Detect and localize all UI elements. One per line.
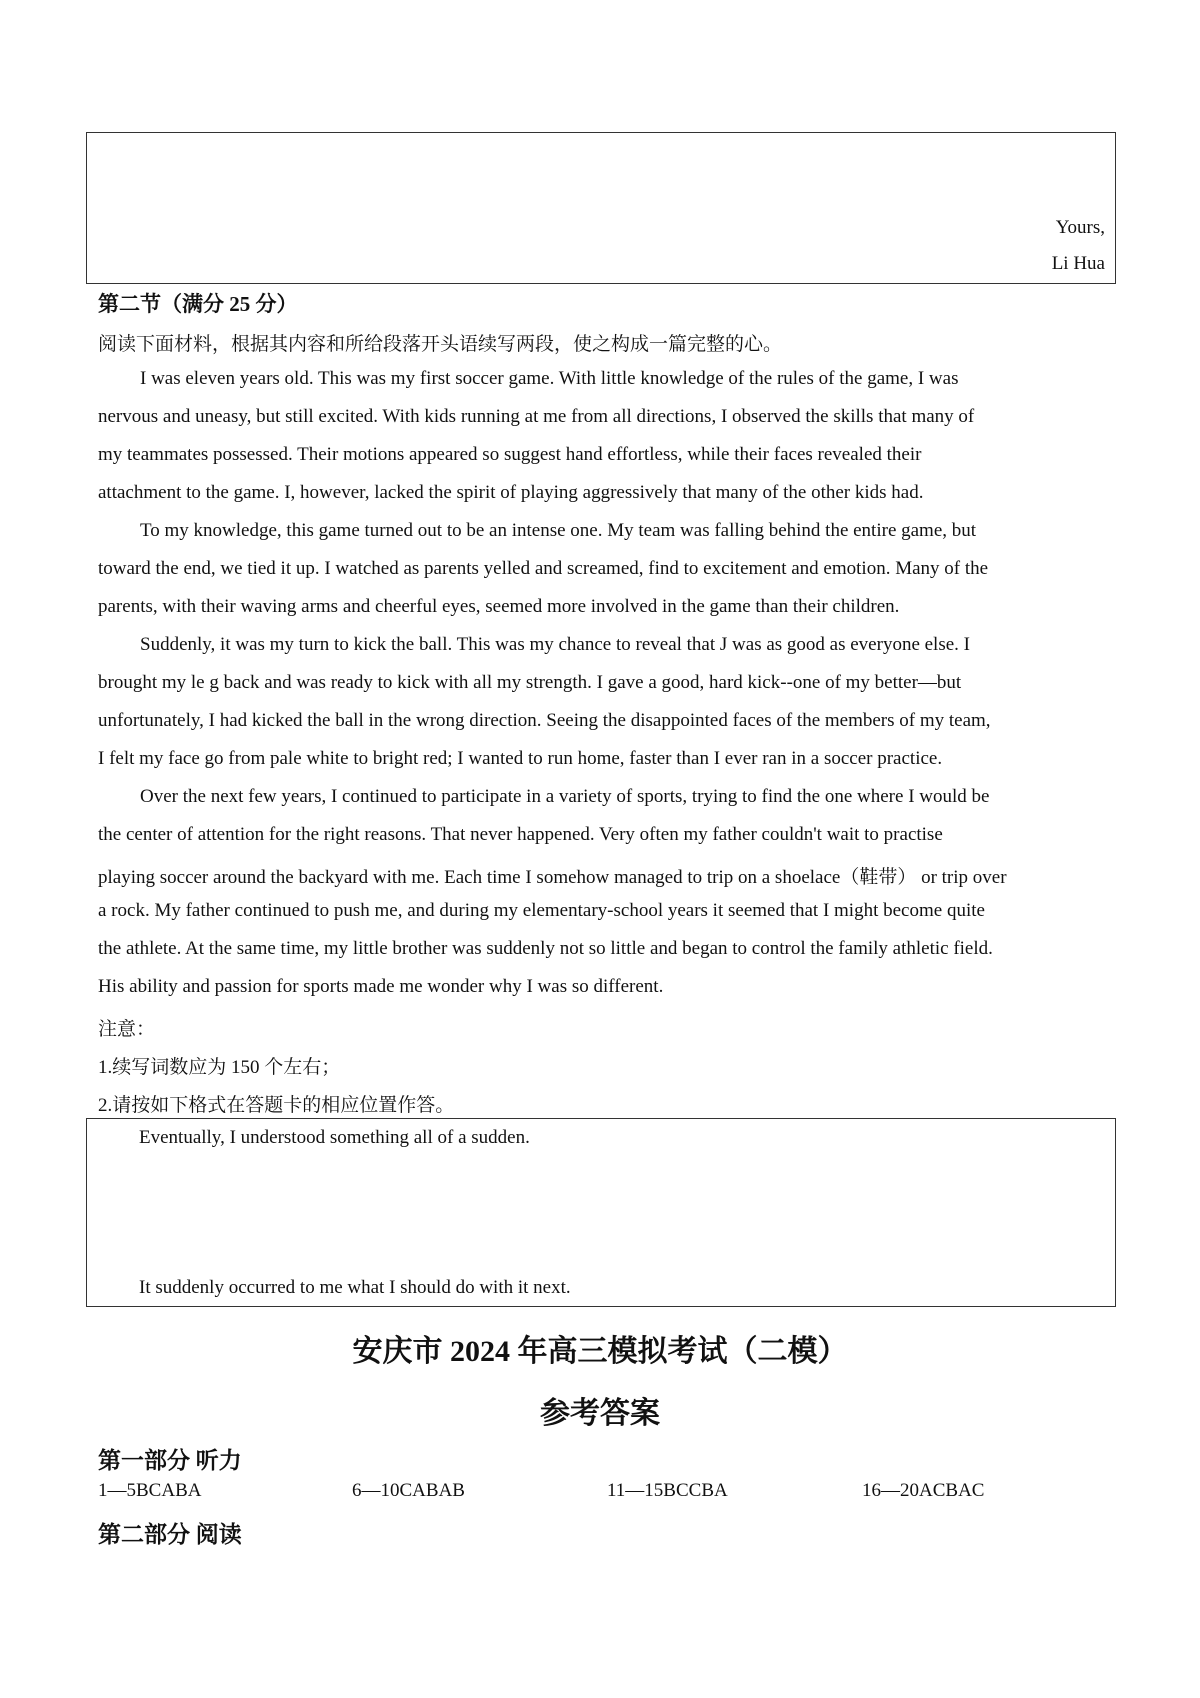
passage-line: To my knowledge, this game turned out to be an intense one. My team was falling behind the entire game, but <box>140 520 977 541</box>
answer-group: 16—20ACBAC <box>862 1480 985 1501</box>
section2-instruction: 阅读下面材料，根据其内容和所给段落开头语续写两段，使之构成一篇完整的心。 <box>98 334 783 355</box>
passage-line: my teammates possessed. Their motions appeared so suggest hand effortless, while their faces revealed their <box>98 444 922 465</box>
answer-group: 11—15BCCBA <box>607 1480 728 1501</box>
continuation-answer-box <box>86 1118 1116 1307</box>
passage-line: unfortunately, I had kicked the ball in the wrong direction. Seeing the disappointed faces of the members of my team, <box>98 710 991 731</box>
continuation-opening-line: Eventually, I understood something all of a sudden. <box>139 1127 530 1148</box>
note-item: 2.请按如下格式在答题卡的相应位置作答。 <box>98 1095 455 1116</box>
passage-line: the athlete. At the same time, my little brother was suddenly not so little and began to control the family athletic field. <box>98 938 993 959</box>
part1-heading: 第一部分 听力 <box>98 1448 242 1473</box>
answer-key-subtitle: 参考答案 <box>540 1397 660 1430</box>
letter-closing: Yours, <box>1055 217 1105 238</box>
continuation-second-opening-line: It suddenly occurred to me what I should do with it next. <box>139 1277 571 1298</box>
passage-line: His ability and passion for sports made me wonder why I was so different. <box>98 976 664 997</box>
passage-line: parents, with their waving arms and cheerful eyes, seemed more involved in the game than their children. <box>98 596 900 617</box>
passage-line: the center of attention for the right reasons. That never happened. Very often my father couldn't wait to practise <box>98 824 943 845</box>
passage-line: Suddenly, it was my turn to kick the ball. This was my chance to reveal that J was as good as everyone else. I <box>140 634 970 655</box>
letter-answer-box <box>86 132 1116 284</box>
part2-heading: 第二部分 阅读 <box>98 1522 242 1547</box>
passage-line: nervous and uneasy, but still excited. With kids running at me from all directions, I observed the skills that many of <box>98 406 975 427</box>
passage-line: brought my le g back and was ready to kick with all my strength. I gave a good, hard kick--one of my better—but <box>98 672 962 693</box>
passage-line: I was eleven years old. This was my first soccer game. With little knowledge of the rules of the game, I was <box>140 368 959 389</box>
passage-line: I felt my face go from pale white to bright red; I wanted to run home, faster than I ever ran in a soccer practice. <box>98 748 943 769</box>
answer-group: 1—5BCABA <box>98 1480 202 1501</box>
passage-line: toward the end, we tied it up. I watched as parents yelled and screamed, find to excitement and emotion. Many of the <box>98 558 989 579</box>
passage-line: playing soccer around the backyard with me. Each time I somehow managed to trip on a shoelace（鞋带） or trip over <box>98 867 1007 888</box>
note-title: 注意： <box>98 1019 156 1040</box>
answer-key-title: 安庆市 2024 年高三模拟考试（二模） <box>352 1335 848 1368</box>
passage-line: Over the next few years, I continued to participate in a variety of sports, trying to find the one where I would be <box>140 786 990 807</box>
letter-signature: Li Hua <box>1051 253 1105 274</box>
section2-heading: 第二节（满分 25 分） <box>98 292 298 316</box>
answer-group: 6—10CABAB <box>352 1480 465 1501</box>
note-item: 1.续写词数应为 150 个左右； <box>98 1057 341 1078</box>
passage-line: a rock. My father continued to push me, and during my elementary-school years it seemed that I might become quite <box>98 900 985 921</box>
passage-line: attachment to the game. I, however, lacked the spirit of playing aggressively that many of the other kids had. <box>98 482 924 503</box>
